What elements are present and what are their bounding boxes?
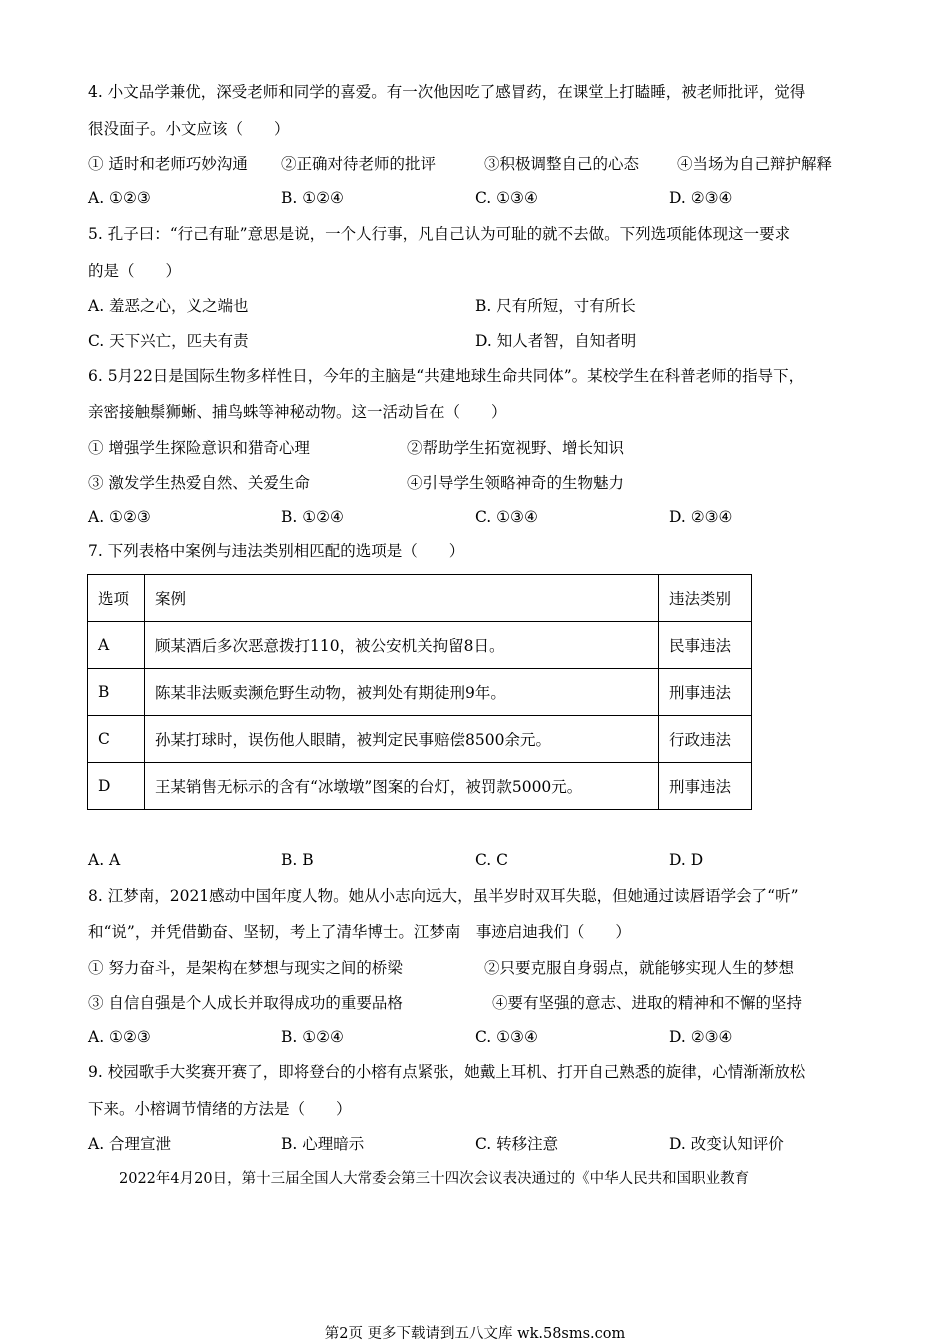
q6-item-1: ① 增强学生探险意识和猎奇心理 bbox=[88, 439, 310, 457]
q6-stem-line1: 6. 5月22日是国际生物多样性日，今年的主脑是“共建地球生命共同体”。某校学生在科普老师的指导下， bbox=[88, 367, 805, 385]
q7-stem: 7. 下列表格中案例与违法类别相匹配的选项是（ ） bbox=[88, 542, 465, 560]
q8-choice-c: C. ①③④ bbox=[475, 1028, 538, 1046]
q6-item-4: ④引导学生领略神奇的生物魅力 bbox=[407, 474, 625, 492]
q7-choice-d: D. D bbox=[669, 851, 704, 869]
q8-item-4: ④要有坚强的意志、进取的精神和不懈的坚持 bbox=[492, 994, 803, 1012]
table-cell: 刑事违法 bbox=[659, 669, 752, 716]
q5-stem-line2: 的是（ ） bbox=[88, 262, 182, 280]
table-cell: 刑事违法 bbox=[659, 763, 752, 810]
table-cell: 陈某非法贩卖濒危野生动物，被判处有期徒刑9年。 bbox=[145, 669, 659, 716]
q5-stem-line1: 5. 孔子曰：“行己有耻”意思是说，一个人行事，凡自己认为可耻的就不去做。下列选项能体现这一要求 bbox=[88, 225, 791, 243]
q4-choice-a: A. ①②③ bbox=[88, 189, 151, 207]
q9-choice-b: B. 心理暗示 bbox=[281, 1135, 365, 1153]
table-row bbox=[88, 622, 752, 669]
table-cell: 王某销售无标示的含有“冰墩墩”图案的台灯，被罚款5000元。 bbox=[145, 763, 659, 810]
q8-choice-a: A. ①②③ bbox=[88, 1028, 151, 1046]
q4-item-4: ④当场为自己辩护解释 bbox=[677, 155, 833, 173]
q8-item-1: ① 努力奋斗，是架构在梦想与现实之间的桥梁 bbox=[88, 959, 403, 977]
q6-choice-b: B. ①②④ bbox=[281, 508, 344, 526]
table-cell: 行政违法 bbox=[659, 716, 752, 763]
q6-choice-d: D. ②③④ bbox=[669, 508, 733, 526]
q4-choice-b: B. ①②④ bbox=[281, 189, 344, 207]
q4-choice-c: C. ①③④ bbox=[475, 189, 538, 207]
table-cell: 民事违法 bbox=[659, 622, 752, 669]
q5-choice-a: A. 羞恶之心，义之端也 bbox=[88, 297, 249, 315]
table-cell: 孙某打球时，误伤他人眼睛，被判定民事赔偿8500余元。 bbox=[145, 716, 659, 763]
q4-stem-line2: 很没面子。小文应该（ ） bbox=[88, 120, 290, 138]
q6-choice-a: A. ①②③ bbox=[88, 508, 151, 526]
table-cell: D bbox=[88, 763, 145, 810]
q9-stem-line1: 9. 校园歌手大奖赛开赛了，即将登台的小榕有点紧张，她戴上耳机、打开自己熟悉的旋律，心情渐渐放松 bbox=[88, 1063, 806, 1081]
q8-choice-d: D. ②③④ bbox=[669, 1028, 733, 1046]
table-row bbox=[88, 669, 752, 716]
table-cell: C bbox=[88, 716, 145, 763]
table-row bbox=[88, 763, 752, 810]
q7-choice-c: C. C bbox=[475, 851, 509, 869]
table-header-cell: 违法类别 bbox=[659, 575, 752, 622]
table-cell: B bbox=[88, 669, 145, 716]
q6-item-3: ③ 激发学生热爱自然、关爱生命 bbox=[88, 474, 310, 492]
q6-stem-line2: 亲密接触鬃狮蜥、捕鸟蛛等神秘动物。这一活动旨在（ ） bbox=[88, 403, 507, 421]
q9-choice-d: D. 改变认知评价 bbox=[669, 1135, 784, 1153]
q7-choice-b: B. B bbox=[281, 851, 314, 869]
q7-table bbox=[87, 574, 752, 810]
q8-item-3: ③ 自信自强是个人成长并取得成功的重要品格 bbox=[88, 994, 403, 1012]
table-cell: 顾某酒后多次恶意拨打110，被公安机关拘留8日。 bbox=[145, 622, 659, 669]
q5-choice-d: D. 知人者智，自知者明 bbox=[475, 332, 637, 350]
q6-item-2: ②帮助学生拓宽视野、增长知识 bbox=[407, 439, 625, 457]
table-header-row bbox=[88, 575, 752, 622]
q5-choice-c: C. 天下兴亡，匹夫有责 bbox=[88, 332, 249, 350]
q8-choice-b: B. ①②④ bbox=[281, 1028, 344, 1046]
q9-stem-line2: 下来。小榕调节情绪的方法是（ ） bbox=[88, 1100, 352, 1118]
table-cell: A bbox=[88, 622, 145, 669]
q8-item-2: ②只要克服自身弱点，就能够实现人生的梦想 bbox=[484, 959, 795, 977]
q5-choice-b: B. 尺有所短，寸有所长 bbox=[475, 297, 636, 315]
q8-stem-line1: 8. 江梦南，2021感动中国年度人物。她从小志向远大，虽半岁时双耳失聪，但她通过读唇语学会了“听” bbox=[88, 887, 799, 905]
passage-line: 2022年4月20日，第十三届全国人大常委会第三十四次会议表决通过的《中华人民共和国职业教育 bbox=[119, 1171, 750, 1187]
q9-choice-a: A. 合理宣泄 bbox=[88, 1135, 172, 1153]
table-header-cell: 选项 bbox=[88, 575, 145, 622]
q4-item-1: ① 适时和老师巧妙沟通 bbox=[88, 155, 248, 173]
table-row bbox=[88, 716, 752, 763]
q7-choice-a: A. A bbox=[88, 851, 121, 869]
q9-choice-c: C. 转移注意 bbox=[475, 1135, 559, 1153]
page-footer: 第2页 更多下载请到五八文库 wk.58sms.com bbox=[324, 1326, 626, 1342]
q6-choice-c: C. ①③④ bbox=[475, 508, 538, 526]
q4-stem-line1: 4. 小文品学兼优，深受老师和同学的喜爱。有一次他因吃了感冒药，在课堂上打瞌睡，被老师批评，觉得 bbox=[88, 83, 806, 101]
table-header-cell: 案例 bbox=[145, 575, 659, 622]
q8-stem-line2: 和“说”，并凭借勤奋、坚韧，考上了清华博士。江梦南 事迹启迪我们（ ） bbox=[88, 923, 631, 941]
q4-item-3: ③积极调整自己的心态 bbox=[484, 155, 640, 173]
q4-item-2: ②正确对待老师的批评 bbox=[281, 155, 437, 173]
q4-choice-d: D. ②③④ bbox=[669, 189, 733, 207]
